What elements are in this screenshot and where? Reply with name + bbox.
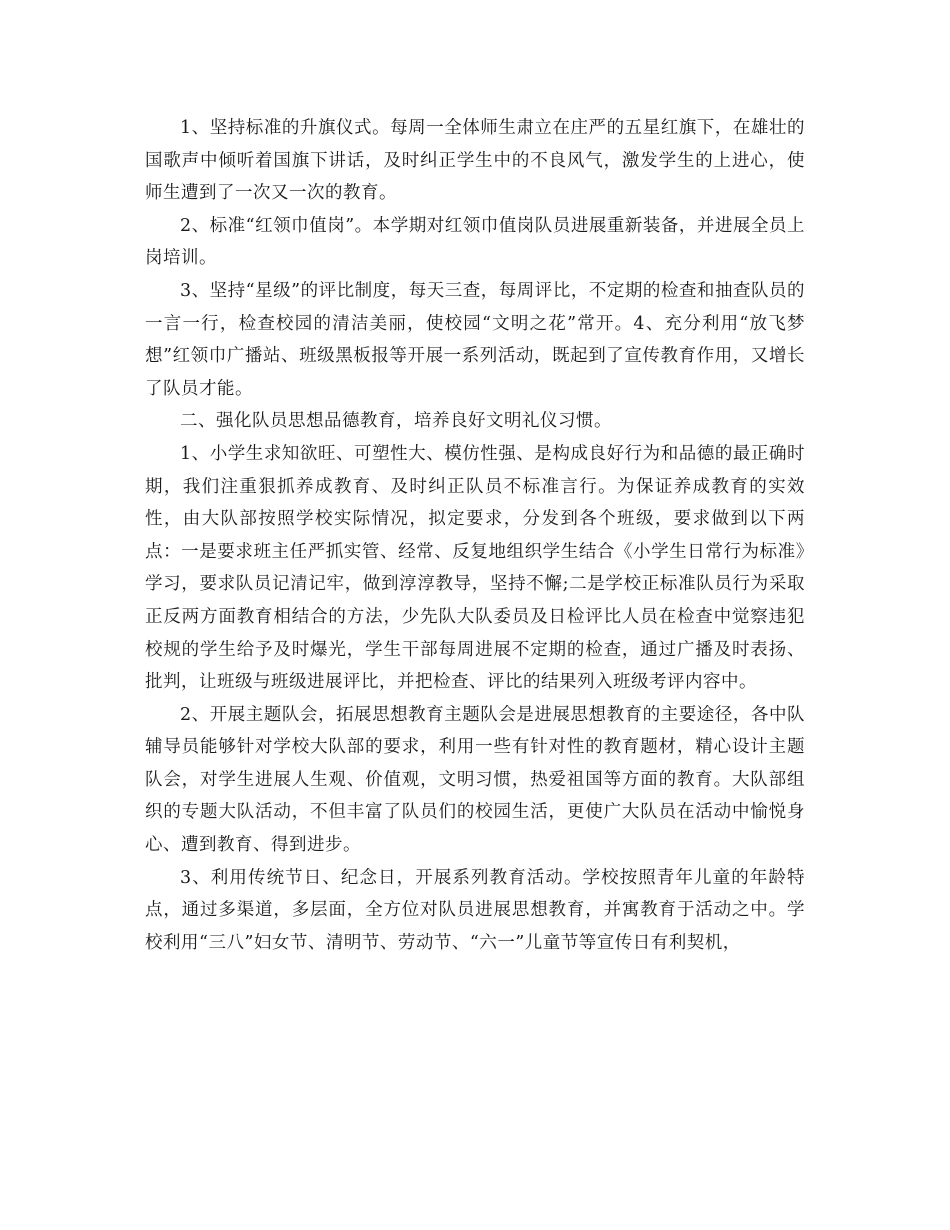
paragraph-theme-meetings: 2、开展主题队会，拓展思想教育主题队会是进展思想教育的主要途径，各中队辅导员能够针对学校大队部的要求，利用一些有针对性的教育题材，精心设计主题队会，对学生进展人生观、价值观，文明习惯，热爱祖国等方面的教育。大队部组织的专题大队活动，不但丰富了队员们的校园生活，更使广大队员在活动中愉悦身心、遭到教育、得到进步。	[145, 704, 805, 856]
paragraph-flag-ceremony: 1、坚持标准的升旗仪式。每周一全体师生肃立在庄严的五星红旗下，在雄壮的国歌声中倾听着国旗下讲话，及时纠正学生中的不良风气，激发学生的上进心，使师生遭到了一次又一次的教育。	[145, 118, 805, 204]
paragraph-habit-formation: 1、小学生求知欲旺、可塑性大、模仿性强、是构成良好行为和品德的最正确时期，我们注重狠抓养成教育、及时纠正队员不标准言行。为保证养成教育的实效性，由大队部按照学校实际情况，拟定要求，分发到各个班级，要求做到以下两点：一是要求班主任严抓实管、经常、反复地组织学生结合《小学生日常行为标准》学习，要求队员记清记牢，做到淳淳教导，坚持不懈;二是学校正标准队员行为采取正反两方面教育相结合的方法，少先队大队委员及日检评比人员在检查中觉察违犯校规的学生给予及时爆光，学生干部每周进展不定期的检查，通过广播及时表扬、批判，让班级与班级进展评比，并把检查、评比的结果列入班级考评内容中。	[145, 443, 805, 693]
document-body	[145, 112, 805, 959]
paragraph-festival-activities: 3、利用传统节日、纪念日，开展系列教育活动。学校按照青年儿童的年龄特点，通过多渠道，多层面，全方位对队员进展思想教育，并寓教育于活动之中。学校利用“三八”妇女节、清明节、劳动节、“六一”儿童节等宣传日有利契机，	[145, 867, 805, 953]
paragraph-red-scarf-duty: 2、标准“红领巾值岗”。本学期对红领巾值岗队员进展重新装备，并进展全员上岗培训。	[145, 215, 805, 269]
paragraph-star-rating: 3、坚持“星级”的评比制度，每天三查，每周评比，不定期的检查和抽查队员的一言一行，检查校园的清洁美丽，使校园“文明之花”常开。4、充分利用“放飞梦想”红领巾广播站、班级黑板报等开展一系列活动，既起到了宣传教育作用，又增长了队员才能。	[145, 280, 805, 399]
section-heading-moral-education: 二、强化队员思想品德教育，培养良好文明礼仪习惯。	[180, 411, 612, 432]
